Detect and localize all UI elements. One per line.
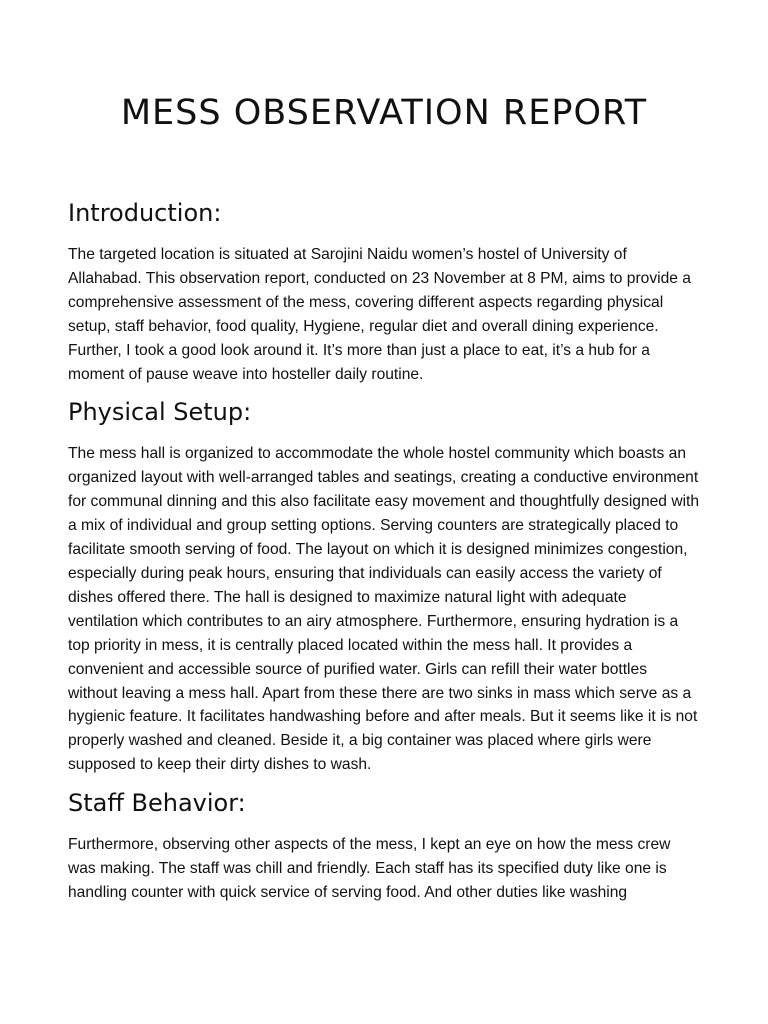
physical-setup-paragraph: The mess hall is organized to accommodate the whole hostel community which boasts an organized layout with well-arranged tables and seatings, creating a conductive environment for communal dinning and this also facilitate easy movement and thoughtfully designed with a mix of individual and group setting options. Serving counters are strategically placed to facilitate smooth serving of food. The layout on which it is designed minimizes congestion, especially during peak hours, ensuring that individuals can easily access the variety of dishes offered there. The hall is designed to maximize natural light with adequate ventilation which contributes to an airy atmosphere. Furthermore, ensuring hydration is a top priority in mess, it is centrally placed located within the mess hall. It provides a convenient and accessible source of purified water. Girls can refill their water bottles without leaving a mess hall. Apart from these there are two sinks in mass which serve as a hygienic feature. It facilitates handwashing before and after meals. But it seems like it is not properly washed and cleaned. Beside it, a big container was placed where girls were supposed to keep their dirty dishes to wash. — [68, 445, 700, 774]
introduction-heading: Introduction: — [68, 199, 222, 227]
physical-setup-heading: Physical Setup: — [68, 398, 252, 427]
staff-behavior-heading: Staff Behavior: — [68, 789, 246, 818]
document-title: MESS OBSERVATION REPORT — [120, 93, 648, 133]
introduction-paragraph: The targeted location is situated at Sarojini Naidu women’s hostel of University of Allahabad. This observation report, conducted on 23 November at 8 PM, aims to provide a comprehensive assessment of the mess, covering different aspects regarding physical setup, staff behavior, food quality, Hygiene, regular diet and overall dining experience. Further, I took a good look around it. It’s more than just a place to eat, it’s a hub for a moment of pause weave into hosteller daily routine. — [68, 246, 691, 383]
staff-behavior-paragraph: Furthermore, observing other aspects of the mess, I kept an eye on how the mess crew was making. The staff was chill and friendly. Each staff has its specified duty like one is handling counter with quick service of serving food. And other duties like washing — [68, 836, 671, 901]
